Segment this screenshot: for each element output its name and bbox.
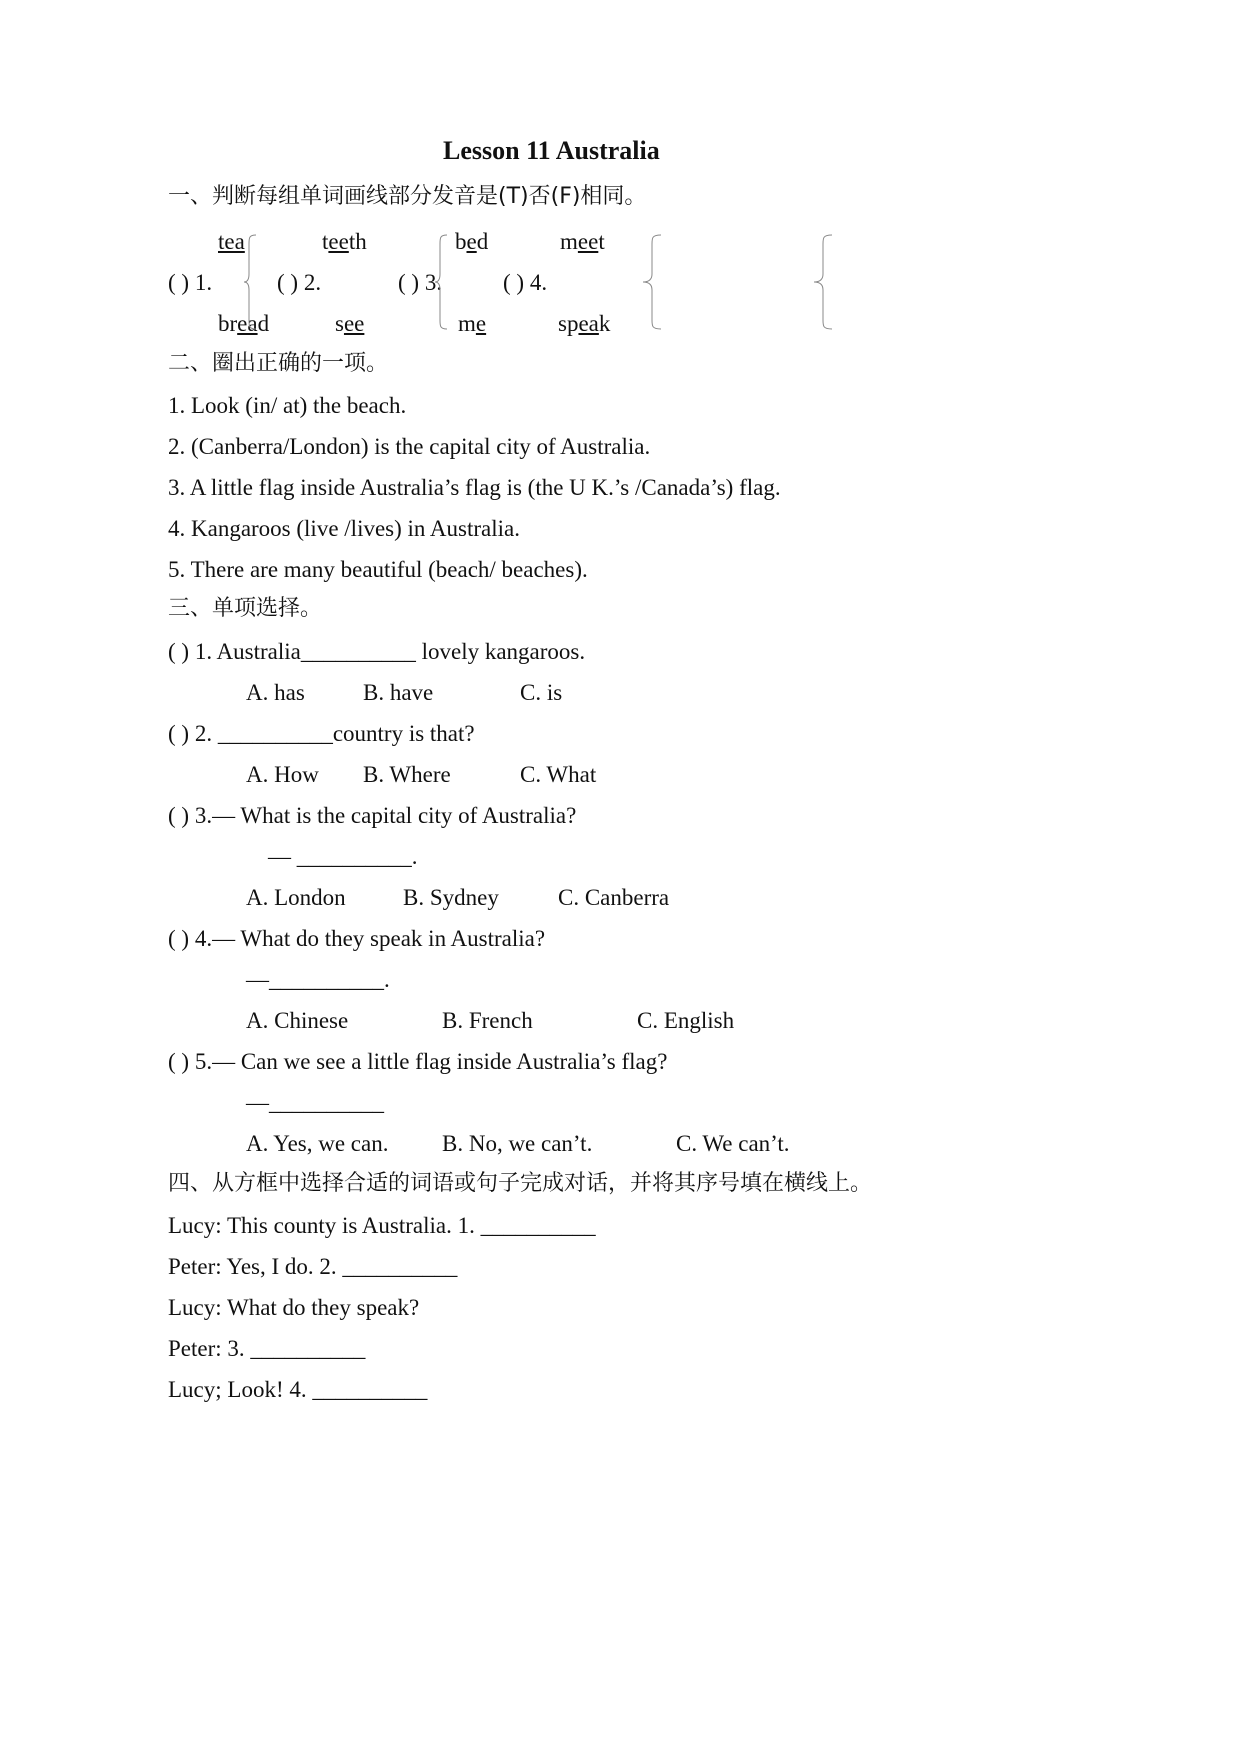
mc-q4-option-a: A. Chinese (246, 1008, 349, 1033)
section-4-heading: 四、从方框中选择合适的词语或句子完成对话，并将其序号填在横线上。 (168, 1171, 873, 1196)
mc-q2-option-c: C. What (520, 762, 597, 787)
mc-q3-option-b: B. Sydney (403, 885, 499, 910)
mc-q5-option-b: B. No, we can’t. (442, 1131, 593, 1156)
word-top-4: meet (560, 229, 605, 254)
dialogue-line-3: Lucy: What do they speak? (168, 1295, 420, 1320)
mc-q1-option-a: A. has (246, 680, 305, 705)
word-bottom-4: speak (558, 311, 611, 336)
mc-question-4: ( ) 4.— What do they speak in Australia? (168, 926, 546, 951)
mc-q1-option-c: C. is (520, 680, 563, 705)
mc-q3-answer-line: — __________. (268, 844, 418, 869)
word-bottom-3: me (458, 311, 487, 336)
dialogue-line-2: Peter: Yes, I do. 2. __________ (168, 1254, 458, 1279)
mc-q2-option-a: A. How (246, 762, 319, 787)
mc-question-5: ( ) 5.— Can we see a little flag inside Australia’s flag? (168, 1049, 668, 1074)
match-item-3: ( ) 3. (398, 270, 443, 295)
brace-2 (434, 234, 448, 330)
word-top-3: bed (455, 229, 489, 254)
match-item-2: ( ) 2. (277, 270, 322, 295)
mc-q2-option-b: B. Where (363, 762, 451, 787)
circle-item-1: 1. Look (in/ at) the beach. (168, 393, 407, 418)
mc-question-1: ( ) 1. Australia__________ lovely kangaroos. (168, 639, 586, 664)
circle-item-4: 4. Kangaroos (live /lives) in Australia. (168, 516, 520, 541)
mc-q5-answer-line: —__________ (246, 1090, 384, 1115)
word-bottom-2: see (335, 311, 365, 336)
word-top-1: tea (218, 229, 245, 254)
circle-item-3: 3. A little flag inside Australia’s flag is (the U K.’s /Canada’s) flag. (168, 475, 781, 500)
mc-q4-option-b: B. French (442, 1008, 533, 1033)
match-item-4: ( ) 4. (503, 270, 548, 295)
brace-3 (642, 234, 656, 330)
mc-q3-option-c: C. Canberra (558, 885, 670, 910)
mc-q5-option-a: A. Yes, we can. (246, 1131, 389, 1156)
mc-q4-option-c: C. English (637, 1008, 735, 1033)
dialogue-line-5: Lucy; Look! 4. __________ (168, 1377, 428, 1402)
circle-item-2: 2. (Canberra/London) is the capital city of Australia. (168, 434, 651, 459)
brace-4 (813, 234, 827, 330)
mc-q3-option-a: A. London (246, 885, 346, 910)
dialogue-line-1: Lucy: This county is Australia. 1. __________ (168, 1213, 596, 1238)
section-1-heading: 一、判断每组单词画线部分发音是(T)否(F)相同。 (168, 184, 647, 209)
section-2-heading: 二、圈出正确的一项。 (168, 351, 389, 376)
page-title: Lesson 11 Australia (443, 136, 660, 165)
mc-q1-option-b: B. have (363, 680, 434, 705)
match-item-1: ( ) 1. (168, 270, 213, 295)
mc-question-3: ( ) 3.— What is the capital city of Australia? (168, 803, 577, 828)
circle-item-5: 5. There are many beautiful (beach/ beaches). (168, 557, 588, 582)
word-top-2: teeth (322, 229, 367, 254)
section-3-heading: 三、单项选择。 (168, 596, 323, 621)
brace-1 (243, 234, 257, 330)
mc-question-2: ( ) 2. __________country is that? (168, 721, 475, 746)
mc-q5-option-c: C. We can’t. (676, 1131, 790, 1156)
dialogue-line-4: Peter: 3. __________ (168, 1336, 366, 1361)
word-bottom-1: bread (218, 311, 270, 336)
mc-q4-answer-line: —__________. (246, 967, 390, 992)
